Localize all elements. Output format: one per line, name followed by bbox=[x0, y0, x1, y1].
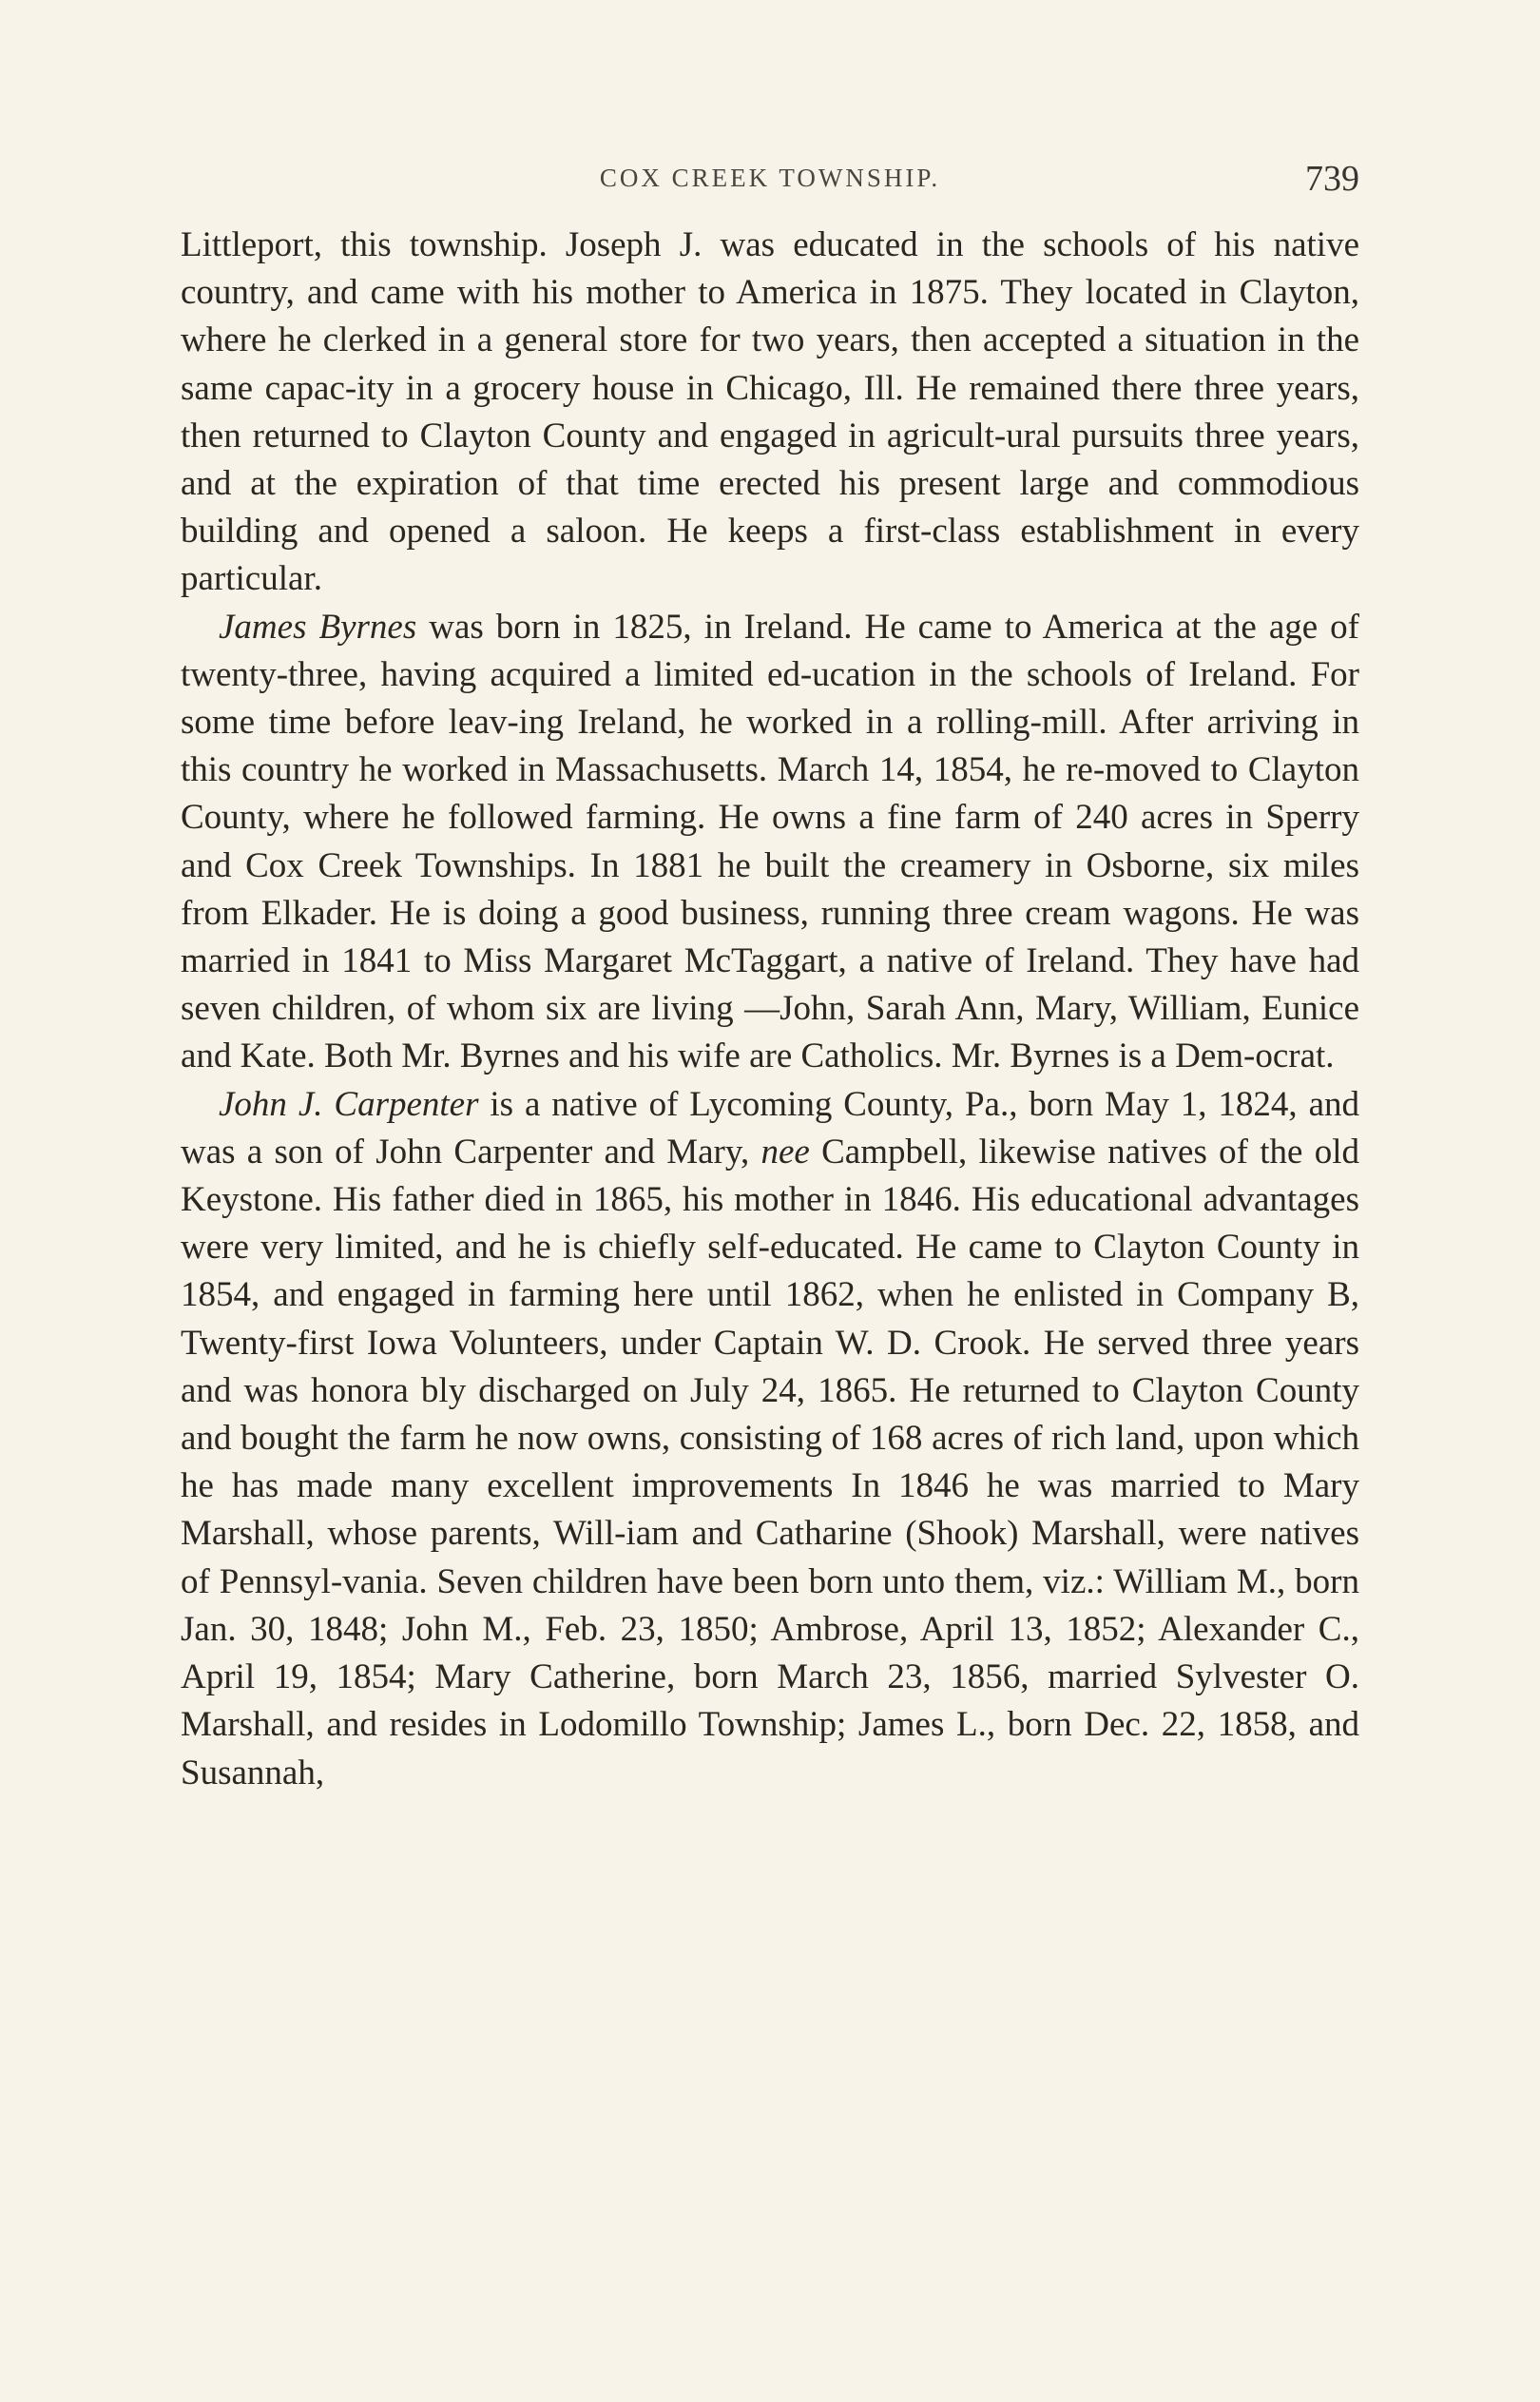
paragraph-james-byrnes bbox=[181, 604, 1359, 1081]
running-title: COX CREEK TOWNSHIP. bbox=[599, 164, 941, 192]
paragraph-john-carpenter bbox=[181, 1081, 1359, 1797]
paragraph-text-intro: is a native of Lycoming County, Pa., born May 1, 1824, and was a son of John Carpenter and Mary, bbox=[181, 1084, 1359, 1172]
page-number: 739 bbox=[1305, 159, 1359, 199]
nee-word: nee bbox=[760, 1132, 810, 1172]
person-name-james-byrnes: James Byrnes bbox=[219, 607, 417, 647]
body-text bbox=[181, 222, 1359, 1797]
running-head bbox=[181, 159, 1359, 211]
person-name-john-carpenter: John J. Carpenter bbox=[219, 1084, 479, 1124]
paragraph-text: was born in 1825, in Ireland. He came to America at the age of twenty-three, having acquired a limited ed-ucation in the schools of Ireland. For some time before leav-ing Ireland, he worked in a rolling-mill. After arriving in this country he worked in Massachusetts. March 14, 1854, he re-moved to Clayton County, where he followed farming. He owns a fine farm of 240 acres in Sperry and Cox Creek Townships. In 1881 he built the creamery in Osborne, six miles from Elkader. He is doing a good business, running three cream wagons. He was married in 1841 to Miss Margaret McTaggart, a native of Ireland. They have had seven children, of whom six are living —John, Sarah Ann, Mary, William, Eunice and Kate. Both Mr. Byrnes and his wife are Catholics. Mr. Byrnes is a Dem-ocrat. bbox=[181, 607, 1359, 1076]
paragraph-joseph bbox=[181, 222, 1359, 604]
paragraph-text: Campbell, likewise natives of the old Keystone. His father died in 1865, his mother in 1846. His educational advantages were very limited, and he is chiefly self-educated. He came to Clayton County in 1854, and engaged in farming here until 1862, when he enlisted in Company B, Twenty-first Iowa Volunteers, under Captain W. D. Crook. He served three years and was honora bly discharged on July 24, 1865. He returned to Clayton County and bought the farm he now owns, consisting of 168 acres of rich land, upon which he has made many excellent improvements In 1846 he was married to Mary Marshall, whose parents, Will-iam and Catharine (Shook) Marshall, were natives of Pennsyl-vania. Seven children have been born unto them, viz.: William M., born Jan. 30, 1848; John M., Feb. 23, 1850; Ambrose, April 13, 1852; Alexander C., April 19, 1854; Mary Catherine, born March 23, 1856, married Sylvester O. Marshall, and resides in Lodomillo Township; James L., born Dec. 22, 1858, and Susannah, bbox=[181, 1132, 1359, 1792]
paragraph-text: Littleport, this township. Joseph J. was educated in the schools of his native country, and came with his mother to America in 1875. They located in Clayton, where he clerked in a general store for two years, then accepted a situation in the same capac-ity in a grocery house in Chicago, Ill. He remained there three years, then returned to Clayton County and engaged in agricult-ural pursuits three years, and at the expiration of that time erected his present large and commodious building and opened a saloon. He keeps a first-class establishment in every particular. bbox=[181, 225, 1359, 599]
